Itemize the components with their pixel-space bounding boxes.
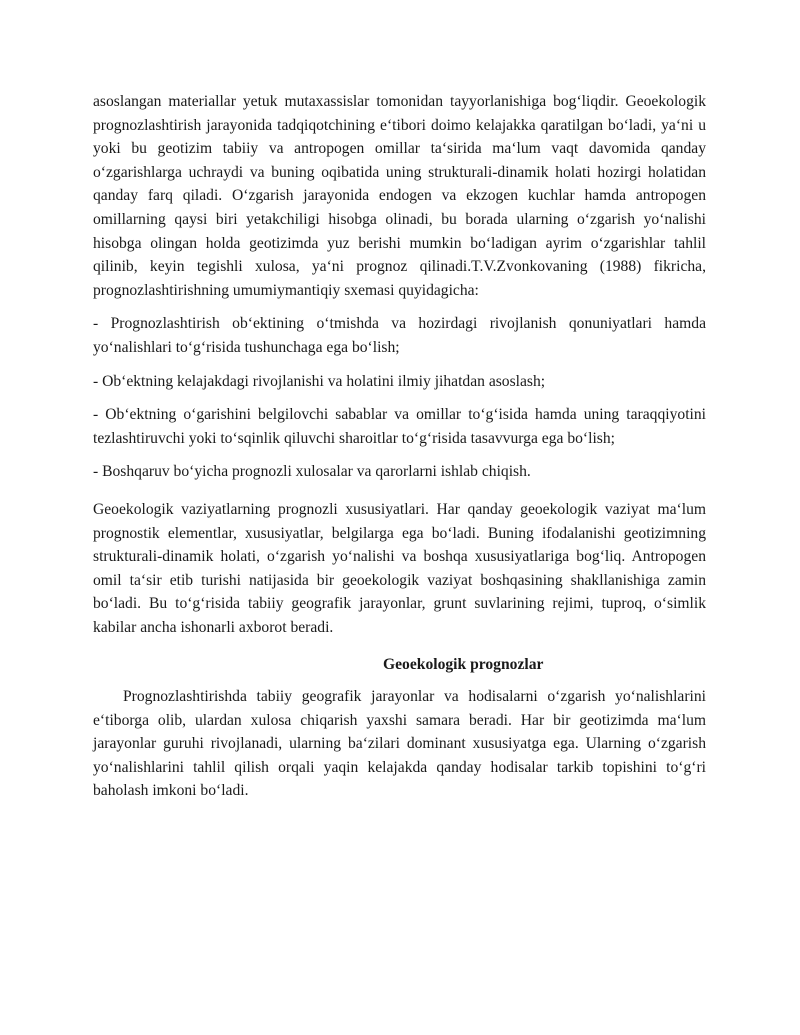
list-item: - Prognozlashtirish ob‘ektining o‘tmishda va hozirdagi rivojlanish qonuniyatlari hamda yo‘nalishlari to‘g‘risida tushunchaga ega bo‘lish; bbox=[93, 315, 706, 356]
list-item: - Ob‘ektning kelajakdagi rivojlanishi va holatini ilmiy jihatdan asoslash; bbox=[93, 372, 546, 390]
list-item: - Boshqaruv bo‘yicha prognozli xulosalar va qarorlarni ishlab chiqish. bbox=[93, 463, 531, 481]
document-page bbox=[93, 90, 706, 803]
intro-paragraph: asoslangan materiallar yetuk mutaxassislar tomonidan tayyorlanishiga bog‘liqdir. Geoekologik prognozlashtirish jarayonida tadqiqotchining e‘tibori doimo kelajakka qaratilgan bo‘ladi, ya‘ni u yoki bu geotizim tabiiy va antropogen omillar ta‘sirida ma‘lum vaqt davomida qanday o‘zgarishlarga uchraydi va buning oqibatida uning strukturali-dinamik holati hozirgi holatidan qanday farq qiladi. O‘zgarish jarayonida endogen va ekzogen kuchlar hamda antropogen omillarning qaysi biri yetakchiligi hisobga olinadi, bu borada ularning o‘zgarish yo‘nalishi hisobga olingan holda geotizimda yuz berishi mumkin bo‘ladigan ayrim o‘zgarishlar tahlil qilinib, keyin tegishli xulosa, ya‘ni prognoz qilinadi.T.V.Zvonkovaning (1988) fikricha, prognozlashtirishning umumiymantiqiy sxemasi quyidagicha: bbox=[93, 93, 706, 299]
section-heading: Geoekologik prognozlar bbox=[383, 656, 544, 674]
prognosis-features-paragraph: Geoekologik vaziyatlarning prognozli xususiyatlari. Har qanday geoekologik vaziyat ma‘lum prognostik elementlar, xususiyatlar, belgilarga ega bo‘ladi. Buning ifodalanishi geotizimning strukturali-dinamik holati, o‘zgarish yo‘nalishi va boshqa xususiyatlariga bog‘liq. Antropogen omil ta‘sir etib turishi natijasida bir geoekologik vaziyat boshqasining shakllanishiga zamin bo‘ladi. Bu to‘g‘risida tabiiy geografik jarayonlar, grunt suvlarining rejimi, tuproq, o‘simlik kabilar ancha ishonarli axborot beradi. bbox=[93, 500, 706, 636]
body-paragraph: Prognozlashtirishda tabiiy geografik jarayonlar va hodisalarni o‘zgarish yo‘nalishlarini e‘tiborga olib, ulardan xulosa chiqarish yaxshi samara beradi. Har bir geotizimda ma‘lum jarayonlar guruhi rivojlanadi, ularning ba‘zilari dominant xususiyatga ega. Ularning o‘zgarish yo‘nalishlarini tahlil qilish orqali yaqin kelajakda qanday hodisalar tarkib topishini to‘g‘ri baholash imkoni bo‘ladi. bbox=[93, 688, 706, 800]
list-item: - Ob‘ektning o‘garishini belgilovchi sabablar va omillar to‘g‘isida hamda uning taraqqiyotini tezlashtiruvchi yoki to‘sqinlik qiluvchi sharoitlar to‘g‘risida tasavvurga ega bo‘lish; bbox=[93, 406, 706, 447]
